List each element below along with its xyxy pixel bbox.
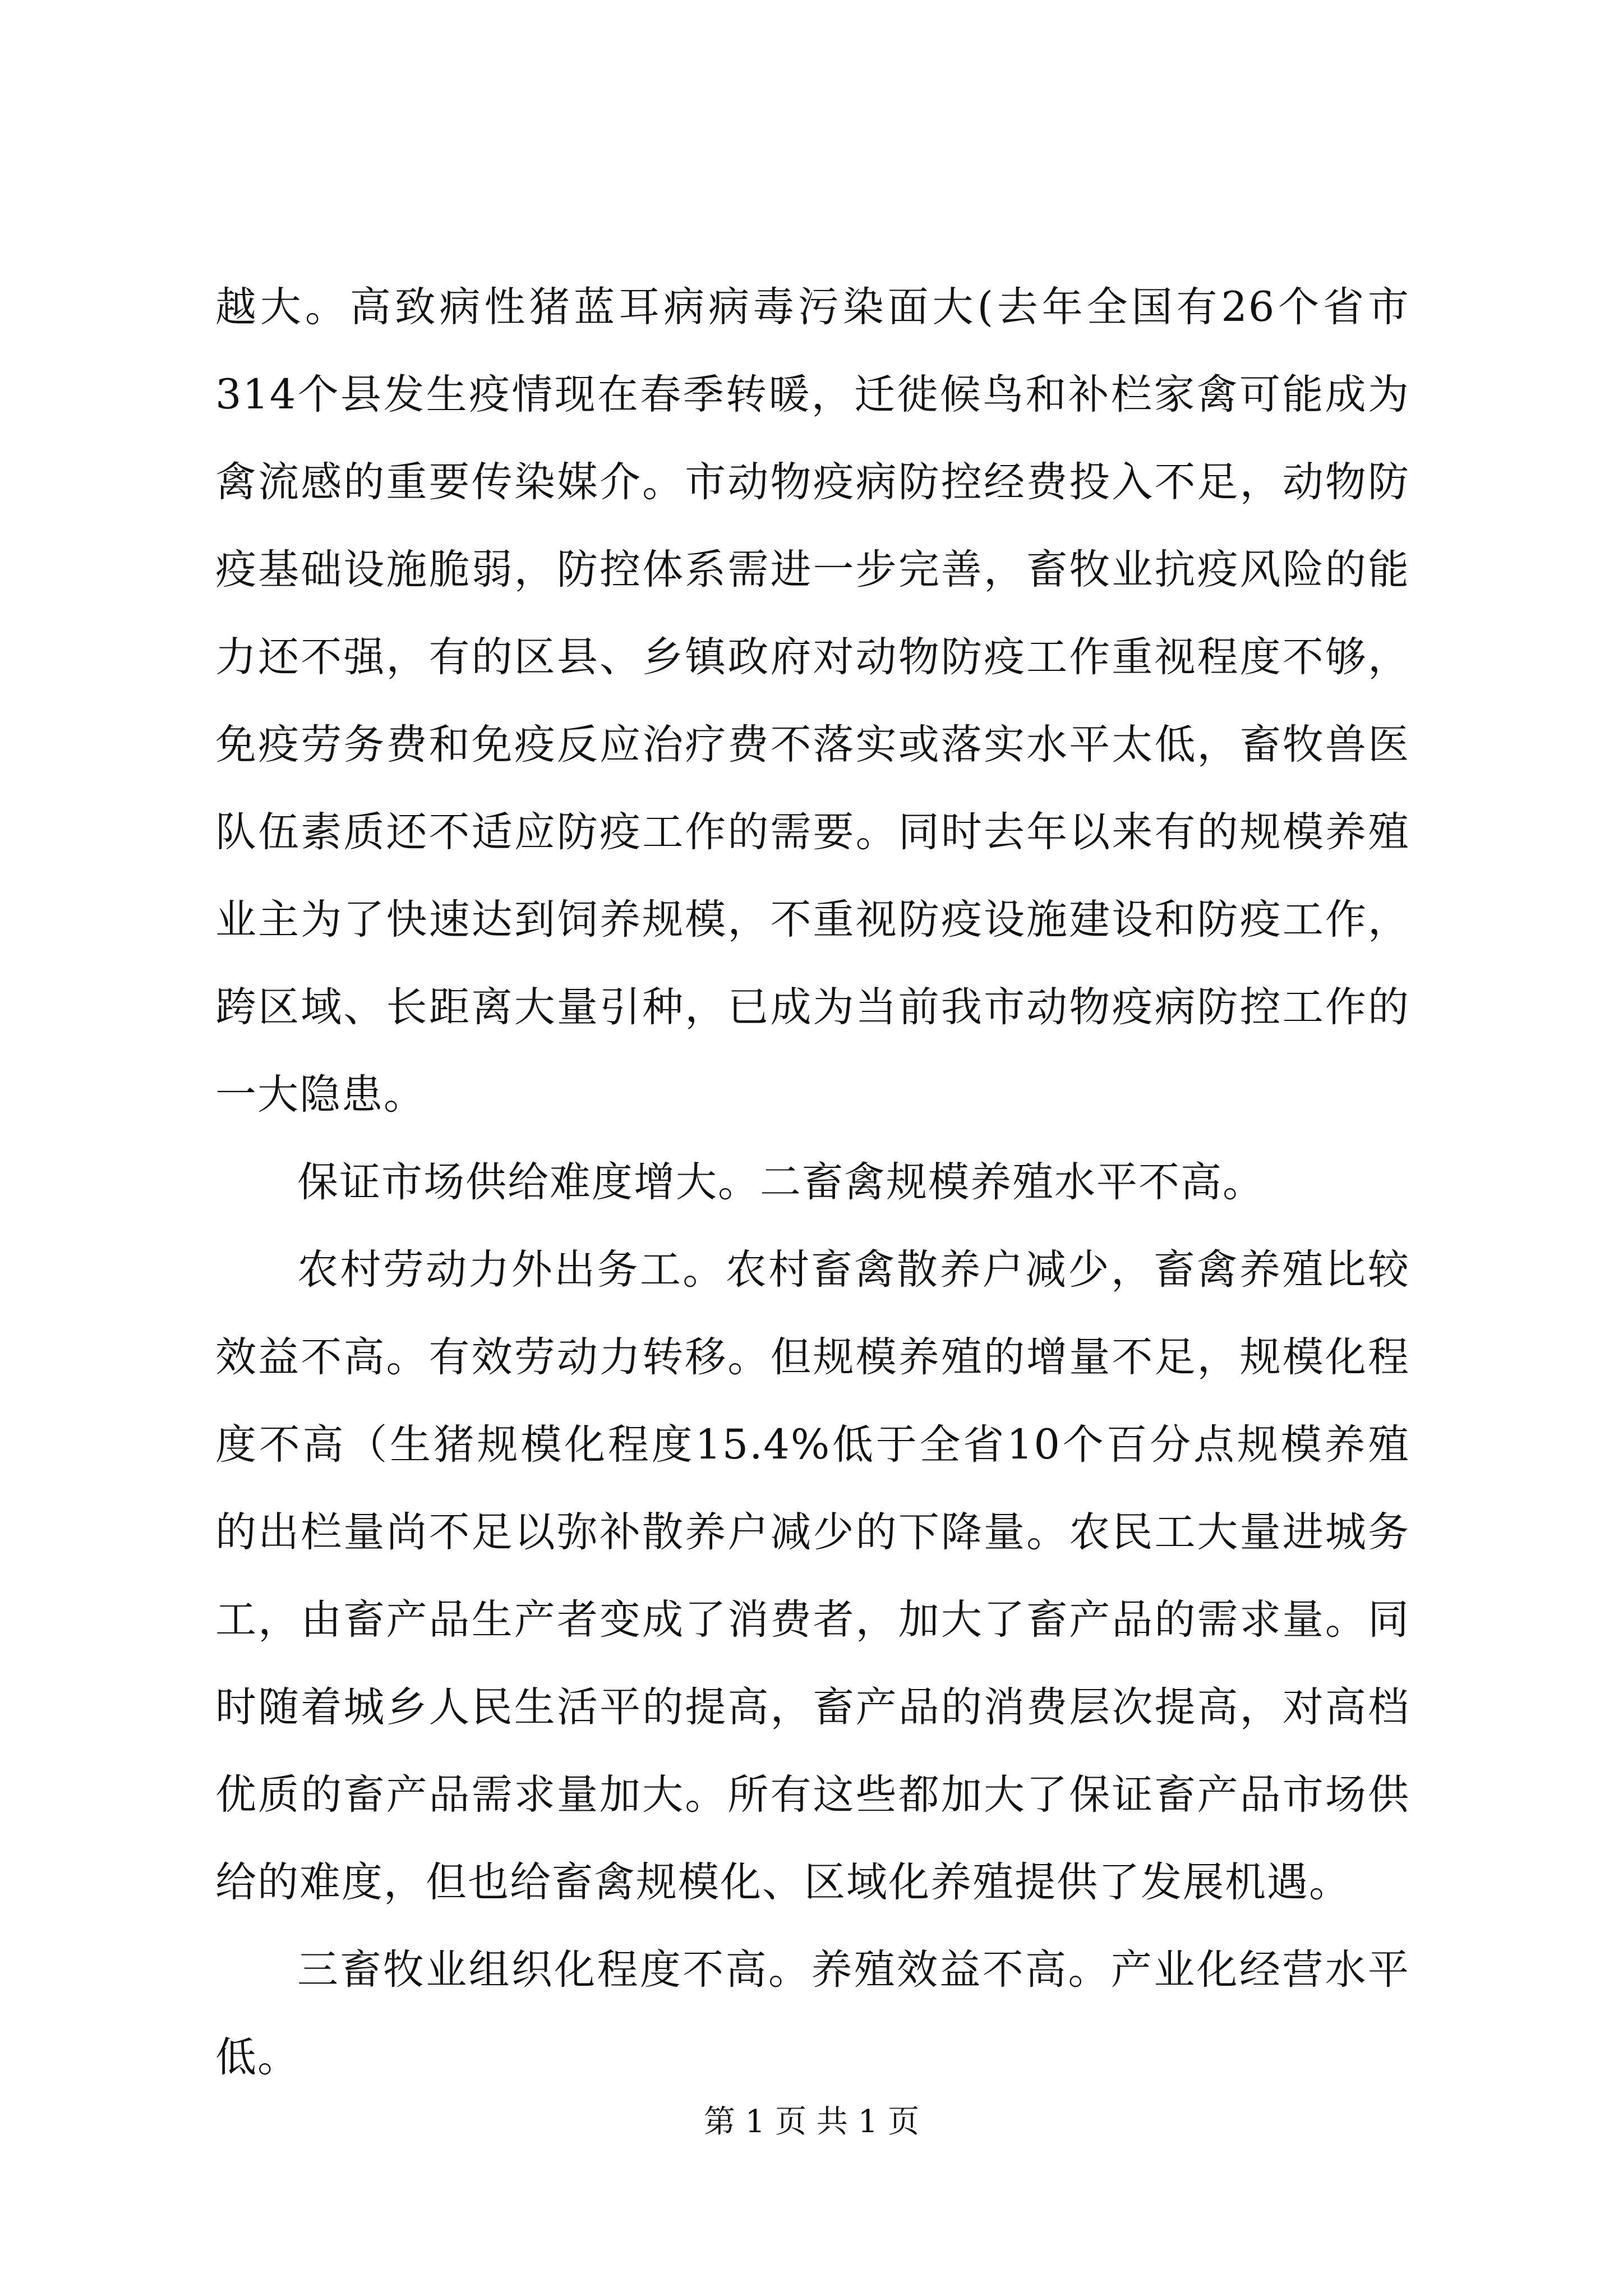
paragraph-organization: 三畜牧业组织化程度不高。养殖效益不高。产业化经营水平低。 (215, 1946, 1410, 2081)
document-body (215, 264, 1410, 2101)
paragraph-continued: 越大。高致病性猪蓝耳病病毒污染面大(去年全国有26个省市314个县发生疫情现在春季转暖，迁徙候鸟和补栏家禽可能成为禽流感的重要传染媒介。市动物疫病防控经费投入不足，动物防疫基础设施脆弱，防控体系需进一步完善，畜牧业抗疫风险的能力还不强，有的区县、乡镇政府对动物防疫工作重视程度不够，免疫劳务费和免疫反应治疗费不落实或落实水平太低，畜牧兽医队伍素质还不适应防疫工作的需要。同时去年以来有的规模养殖业主为了快速达到饲养规模，不重视防疫设施建设和防疫工作，跨区域、长距离大量引种，已成为当前我市动物疫病防控工作的一大隐患。 (215, 283, 1410, 1119)
paragraph-rural-labor: 农村劳动力外出务工。农村畜禽散养户减少，畜禽养殖比较效益不高。有效劳动力转移。但规模养殖的增量不足，规模化程度不高（生猪规模化程度15.4%低于全省10个百分点规模养殖的出栏量尚不足以弥补散养户减少的下降量。农民工大量进城务工，由畜产品生产者变成了消费者，加大了畜产品的需求量。同时随着城乡人民生活平的提高，畜产品的消费层次提高，对高档优质的畜产品需求量加大。所有这些都加大了保证畜产品市场供给的难度，但也给畜禽规模化、区域化养殖提供了发展机遇。 (215, 1246, 1410, 1906)
page-footer: 第 1 页 共 1 页 (703, 2104, 920, 2140)
paragraph-market-supply: 保证市场供给难度增大。二畜禽规模养殖水平不高。 (297, 1158, 1265, 1206)
